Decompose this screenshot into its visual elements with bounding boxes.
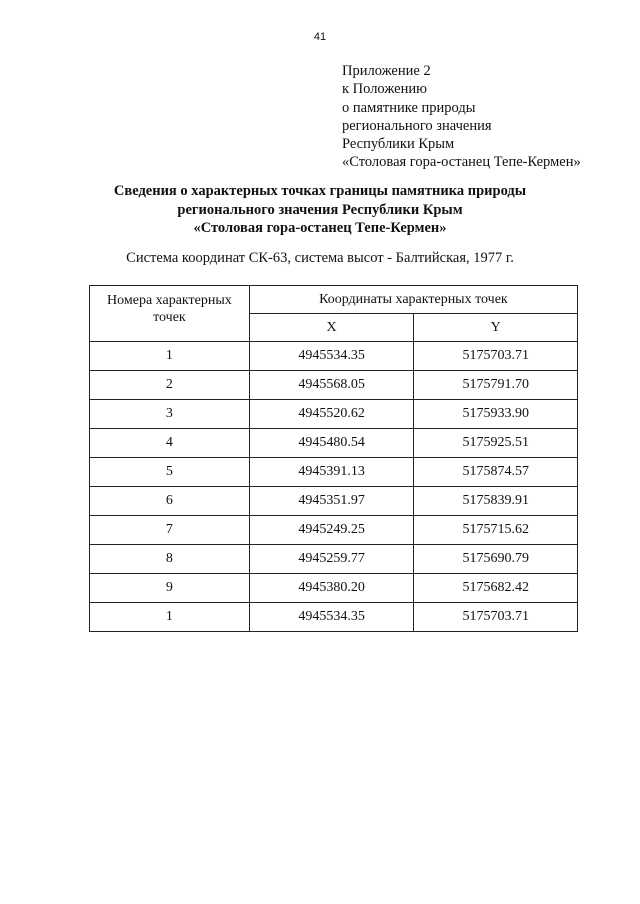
x-coordinate-cell: 4945249.25 [249,516,414,545]
appendix-line: регионального значения [342,117,492,134]
point-number-cell: 4 [90,429,250,458]
page-number: 41 [313,31,327,43]
appendix-line: к Положению [342,81,427,98]
y-coordinate-cell: 5175703.71 [414,342,578,371]
y-coordinate-cell: 5175839.91 [414,487,578,516]
point-number-cell: 5 [90,458,250,487]
point-number-cell: 3 [90,400,250,429]
table-body [90,342,578,632]
appendix-line: «Столовая гора-останец Тепе-Кермен» [342,154,581,171]
table-row [90,458,578,487]
table-row [90,400,578,429]
table-row [90,545,578,574]
y-coordinate-cell: 5175933.90 [414,400,578,429]
table-row [90,603,578,632]
point-number-cell: 8 [90,545,250,574]
appendix-line: Республики Крым [342,136,455,153]
coordinate-system-note: Система координат СК-63, система высот - Балтийская, 1977 г. [126,250,514,266]
point-number-cell: 1 [90,342,250,371]
header-y: Y [414,314,578,342]
point-number-cell: 2 [90,371,250,400]
y-coordinate-cell: 5175703.71 [414,603,578,632]
document-title [0,182,640,238]
y-coordinate-cell: 5175715.62 [414,516,578,545]
header-point-number: Номера характерных точек [90,286,250,342]
x-coordinate-cell: 4945568.05 [249,371,414,400]
title-line: Сведения о характерных точках границы памятника природы [113,183,527,199]
y-coordinate-cell: 5175925.51 [414,429,578,458]
appendix-line: Приложение 2 [342,63,431,79]
y-coordinate-cell: 5175690.79 [414,545,578,574]
x-coordinate-cell: 4945391.13 [249,458,414,487]
table-row [90,487,578,516]
point-number-cell: 1 [90,603,250,632]
table-row [90,429,578,458]
table-row [90,371,578,400]
y-coordinate-cell: 5175874.57 [414,458,578,487]
appendix-reference [342,62,581,172]
point-number-cell: 6 [90,487,250,516]
title-line: регионального значения Республики Крым [177,201,463,218]
x-coordinate-cell: 4945259.77 [249,545,414,574]
y-coordinate-cell: 5175682.42 [414,574,578,603]
table-row [90,516,578,545]
title-line: «Столовая гора-останец Тепе-Кермен» [193,220,447,236]
header-coordinates: Координаты характерных точек [249,286,577,314]
y-coordinate-cell: 5175791.70 [414,371,578,400]
table-row [90,342,578,371]
x-coordinate-cell: 4945534.35 [249,342,414,371]
x-coordinate-cell: 4945480.54 [249,429,414,458]
x-coordinate-cell: 4945380.20 [249,574,414,603]
table-row [90,574,578,603]
x-coordinate-cell: 4945351.97 [249,487,414,516]
header-x: X [249,314,414,342]
point-number-cell: 7 [90,516,250,545]
point-number-cell: 9 [90,574,250,603]
x-coordinate-cell: 4945534.35 [249,603,414,632]
appendix-line: о памятнике природы [342,99,476,116]
x-coordinate-cell: 4945520.62 [249,400,414,429]
boundary-points-table [89,285,578,632]
